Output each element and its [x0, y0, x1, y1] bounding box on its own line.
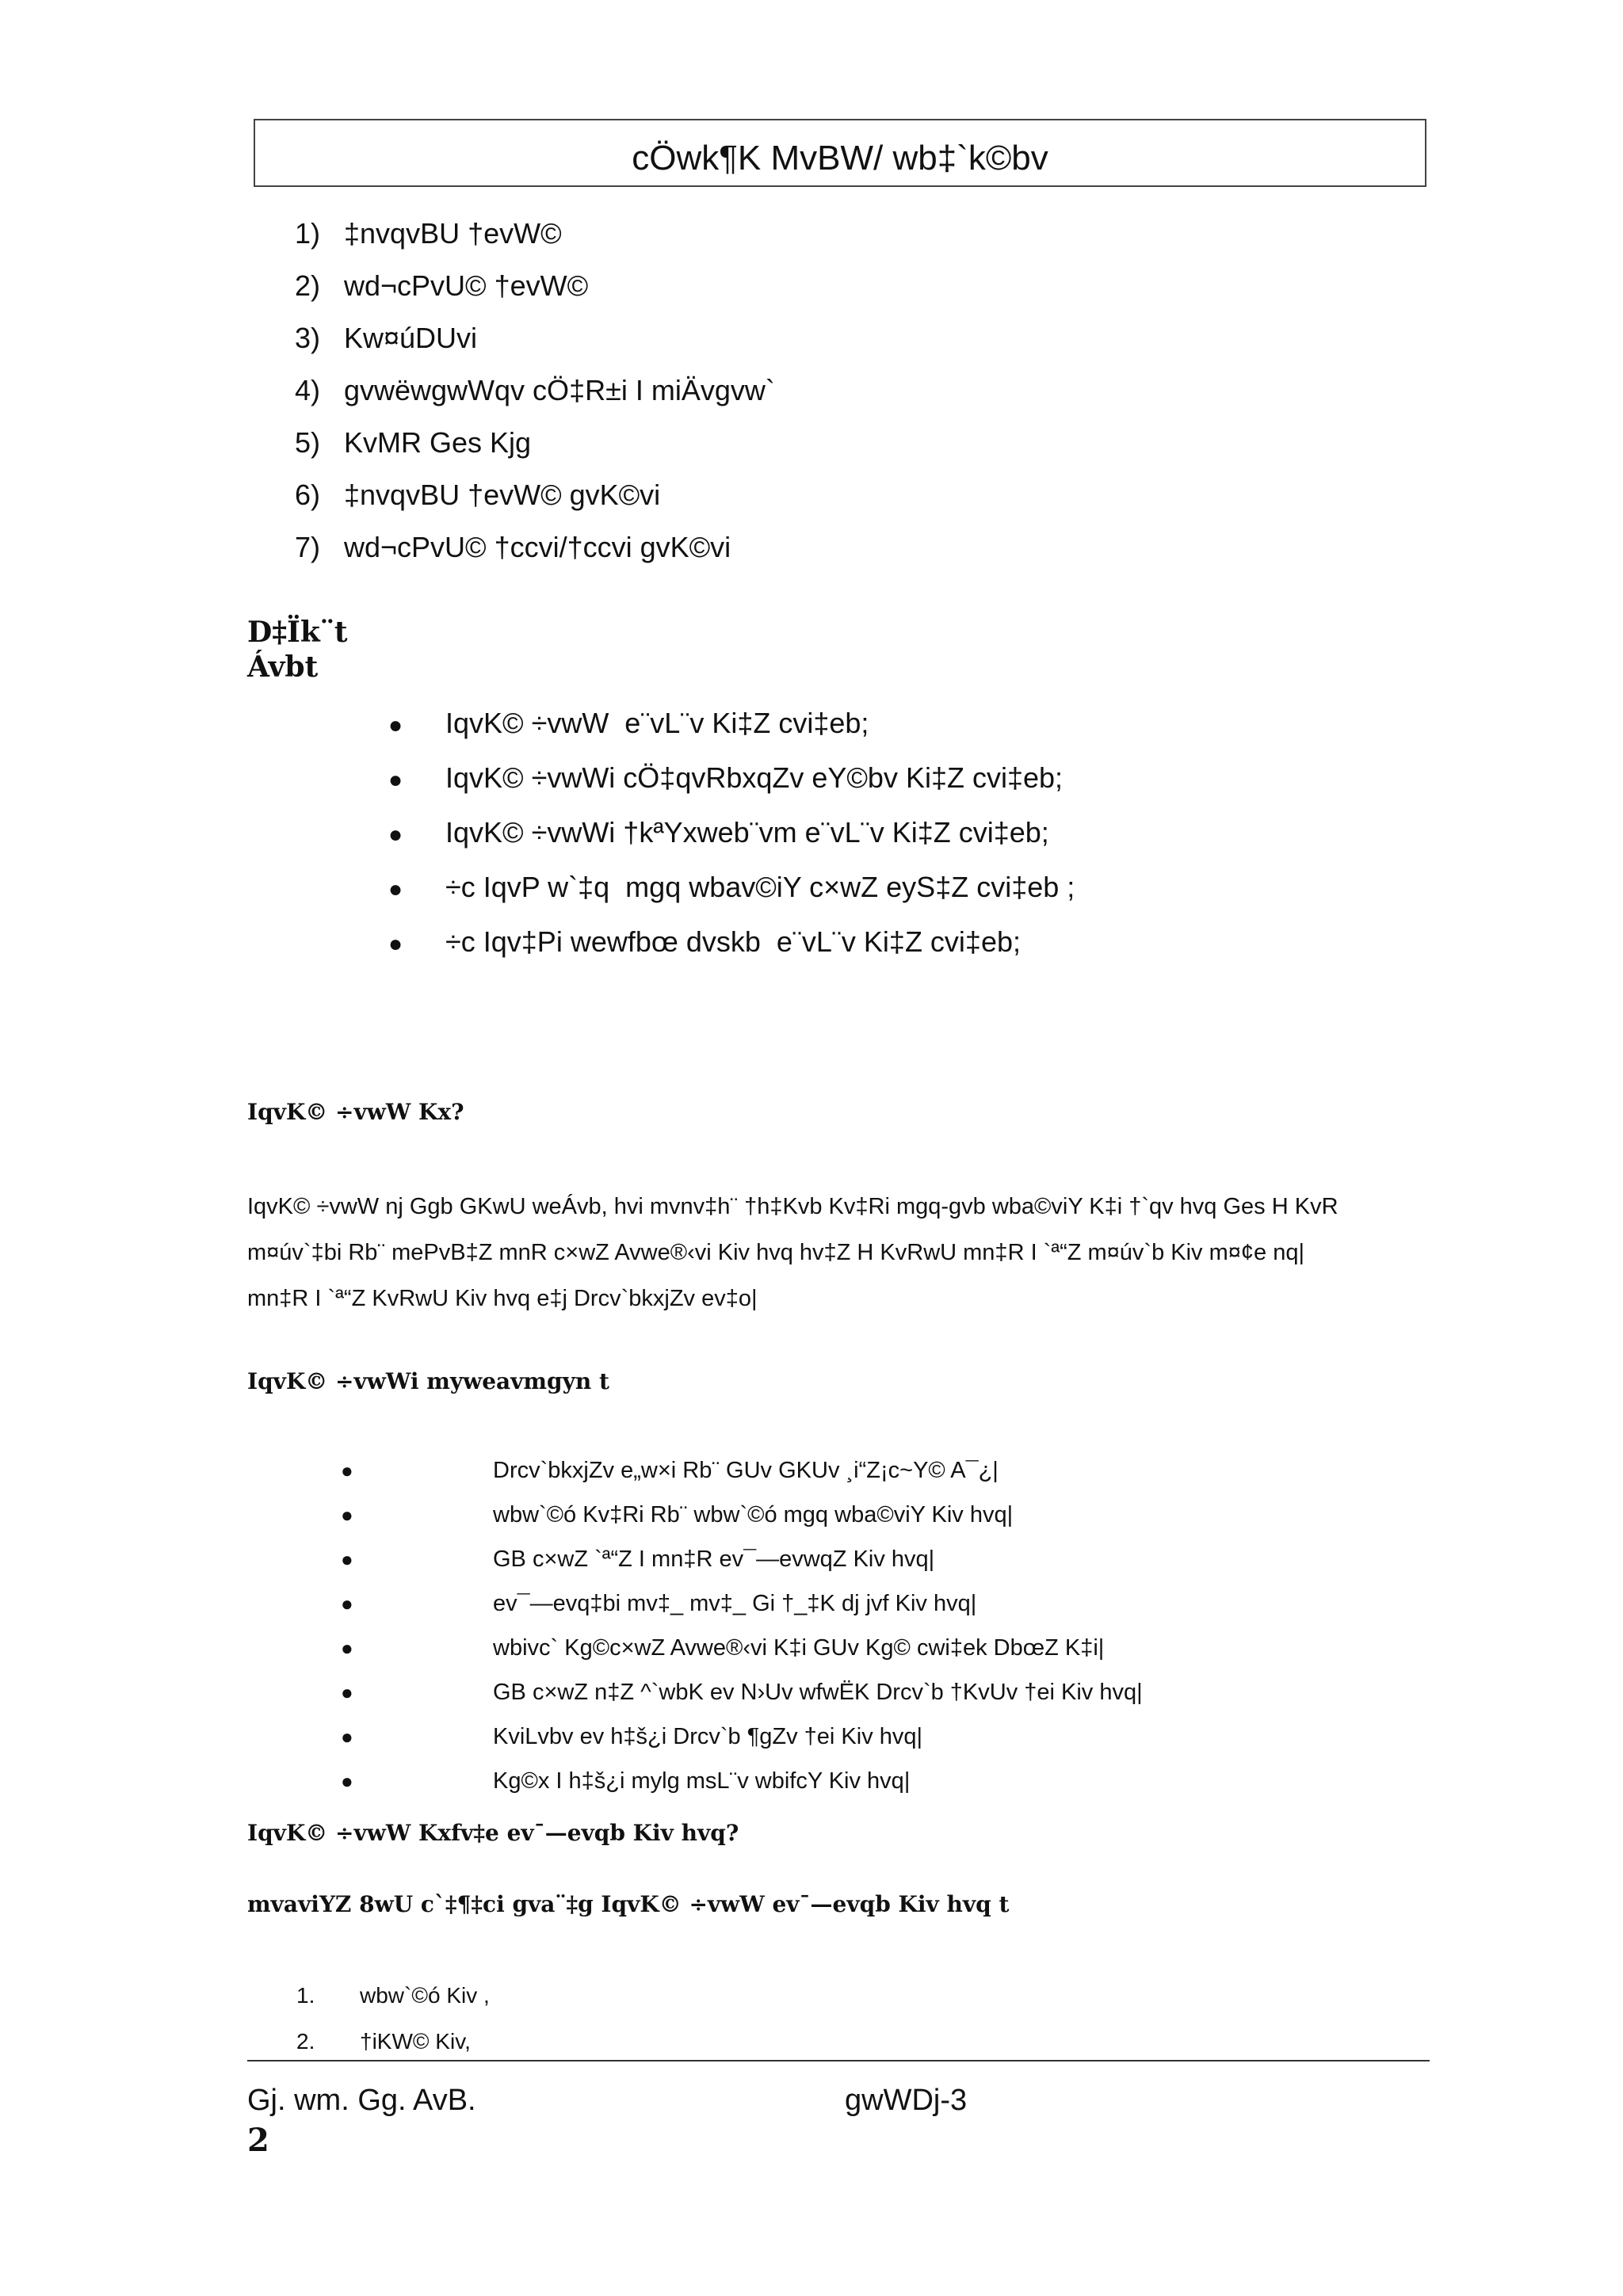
list-item-number: 2. [296, 2029, 315, 2054]
bullet-icon: ● [341, 1503, 353, 1527]
footer-divider [247, 2060, 1430, 2061]
list-item-text: gvwëwgwWqv cÖ‡R±i I miÄvgvw` [344, 374, 775, 406]
objective-label-line1: D‡Ïk¨t [247, 616, 348, 649]
list-item [341, 1670, 1143, 1714]
list-item-number: 1) [295, 217, 321, 250]
list-item-text: IqvK© ÷vwWi cÖ‡qvRbxqZv eY©bv Ki‡Z cvi‡eb; [445, 761, 1064, 794]
bullet-icon: ● [388, 931, 403, 957]
list-item [388, 916, 1075, 971]
list-item-text: Kg©x I h‡š¿i mylg msL¨v wbifcY Kiv hvq| [493, 1768, 911, 1794]
advantages-list [341, 1448, 1143, 1803]
list-item-number: 4) [295, 374, 321, 406]
list-item [295, 208, 775, 260]
bullet-icon: ● [341, 1636, 353, 1660]
bullet-icon: ● [341, 1769, 353, 1793]
list-item [341, 1581, 1143, 1626]
list-item-text: †iKW© Kiv, [360, 2029, 471, 2054]
list-item-number: 3) [295, 322, 321, 354]
objective-list [388, 697, 1075, 971]
list-item-text: wbw`©ó Kv‡Ri Rb¨ wbw`©ó mgq wba©viY Kiv hvq| [493, 1502, 1014, 1527]
bullet-icon: ● [341, 1592, 353, 1615]
list-item [388, 697, 1075, 752]
list-item-number: 2) [295, 269, 321, 302]
list-item-text: wd¬cPvU© †ccvi/†ccvi gvK©vi [344, 531, 731, 563]
bullet-icon: ● [388, 822, 403, 848]
section-subheading-steps: mvaviYZ 8wU c`‡¶‡ci gva¨‡g IqvK© ÷vwW ev¯—evqb Kiv hvq t [247, 1891, 1010, 1917]
list-item [388, 752, 1075, 807]
section-heading-advantages: IqvK© ÷vwWi myweavmgyn t [247, 1368, 609, 1394]
list-item-text: Kw¤úDUvi [344, 322, 478, 354]
objective-label [247, 615, 347, 685]
steps-list [296, 1973, 490, 2065]
list-item [341, 1759, 1143, 1803]
list-item-text: Drcv`bkxjZv e„w×i Rb¨ GUv GKUv ¸i“Z¡c~Y© A¯¿| [493, 1458, 999, 1483]
list-item [341, 1714, 1143, 1759]
list-item-text: wbw`©ó Kiv , [360, 1983, 490, 2008]
list-item-number: 6) [295, 479, 321, 511]
page-title: cÖwk¶K MvBW/ wb‡`k©bv [632, 139, 1048, 177]
footer-left-text: Gj. wm. Gg. AvB. [247, 2084, 476, 2117]
list-item-number: 1. [296, 1983, 315, 2008]
list-item [341, 1448, 1143, 1493]
list-item-text: wd¬cPvU© †evW© [344, 269, 589, 302]
list-item [388, 861, 1075, 916]
list-item-text: ‡nvqvBU †evW© [344, 217, 562, 250]
list-item-text: GB c×wZ n‡Z ^`wbK ev N›Uv wfwËK Drcv`b †KvUv †ei Kiv hvq| [493, 1680, 1143, 1705]
list-item-number: 5) [295, 426, 321, 459]
section-heading-implementation: IqvK© ÷vwW Kxfv‡e ev¯—evqb Kiv hvq? [247, 1820, 739, 1846]
list-item-text: KviLvbv ev h‡š¿i Drcv`b ¶gZv †ei Kiv hvq| [493, 1724, 923, 1749]
list-item-text: ‡nvqvBU †evW© gvK©vi [344, 479, 661, 511]
bullet-icon: ● [388, 712, 403, 738]
list-item [295, 469, 775, 521]
page-number: 2 [247, 2122, 269, 2159]
list-item [295, 312, 775, 364]
page-title-box [254, 119, 1426, 187]
materials-list [295, 208, 775, 574]
bullet-icon: ● [388, 876, 403, 902]
list-item [295, 260, 775, 312]
list-item-text: ev¯—evq‡bi mv‡_ mv‡_ Gi †_‡K dj jvf Kiv hvq| [493, 1591, 977, 1616]
list-item [296, 2019, 490, 2065]
objective-label-line2: Ávbt [247, 650, 319, 684]
bullet-icon: ● [341, 1680, 353, 1704]
list-item [388, 807, 1075, 861]
section-heading-definition: IqvK© ÷vwW Kx? [247, 1099, 464, 1125]
bullet-icon: ● [341, 1459, 353, 1482]
list-item-text: IqvK© ÷vwWi †kªYxweb¨vm e¨vL¨v Ki‡Z cvi‡eb; [445, 816, 1049, 849]
bullet-icon: ● [341, 1547, 353, 1571]
list-item [295, 364, 775, 417]
list-item-number: 7) [295, 531, 321, 563]
list-item-text: KvMR Ges Kjg [344, 426, 532, 459]
list-item-text: ÷c Iqv‡Pi wewfbœ dvskb e¨vL¨v Ki‡Z cvi‡eb; [445, 925, 1021, 958]
list-item-text: IqvK© ÷vwW e¨vL¨v Ki‡Z cvi‡eb; [445, 707, 869, 739]
list-item [341, 1493, 1143, 1537]
footer-module-text: gwWDj-3 [845, 2084, 968, 2117]
list-item-text: GB c×wZ `ª“Z I mn‡R ev¯—evwqZ Kiv hvq| [493, 1547, 935, 1572]
bullet-icon: ● [388, 767, 403, 793]
list-item [341, 1537, 1143, 1581]
definition-paragraph: IqvK© ÷vwW nj Ggb GKwU weÁvb, hvi mvnv‡h¨ †h‡Kvb Kv‡Ri mgq-gvb wba©viY K‡i †`qv hvq Ges H KvR m¤úv`‡bi Rb¨ mePvB‡Z mnR c×wZ Avwe®‹vi Kiv hvq hv‡Z H KvRwU mn‡R I `ª“Z m¤úv`b Kiv m¤¢e nq| mn‡R I `ª“Z KvRwU Kiv hvq e‡j Drcv`bkxjZv ev‡o| [247, 1194, 1338, 1311]
list-item [341, 1626, 1143, 1670]
list-item-text: wbivc` Kg©c×wZ Avwe®‹vi K‡i GUv Kg© cwi‡ek DbœZ K‡i| [493, 1635, 1105, 1661]
list-item [296, 1973, 490, 2019]
list-item-text: ÷c IqvP w`‡q mgq wbav©iY c×wZ eyS‡Z cvi‡eb ; [445, 871, 1075, 903]
bullet-icon: ● [341, 1725, 353, 1749]
list-item [295, 521, 775, 574]
list-item [295, 417, 775, 469]
